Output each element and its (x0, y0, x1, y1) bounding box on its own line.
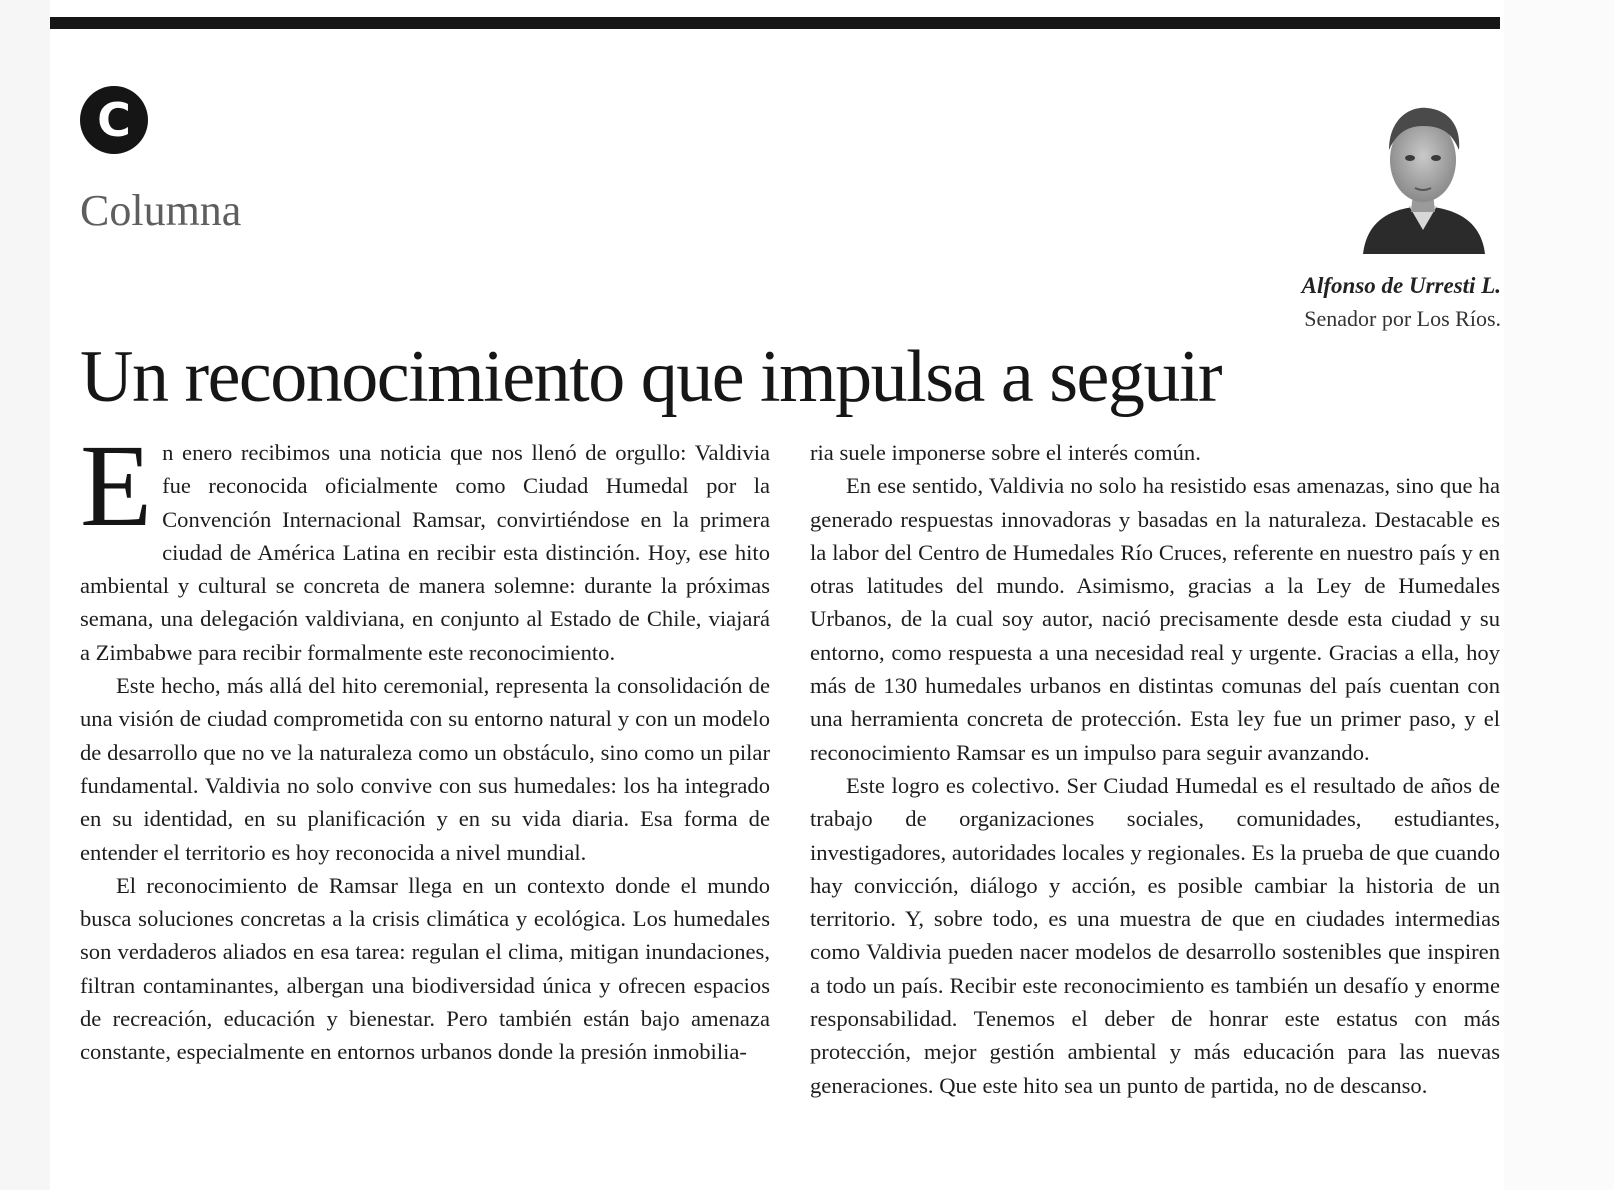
paragraph-text: n enero recibimos una noticia que nos llenó de orgullo: Valdivia fue reconocida oficialmente como Ciudad Humedal por la Convención Internacional Ramsar, convirtiéndose en la primera ciudad de América Latina en recibir esta distinción. Hoy, ese hito ambiental y cultural se concreta de manera solemne: durante la próximas semana, una delegación valdiviana, en conjunto al Estado de Chile, viajará a Zimbabwe para recibir formalmente este reconocimiento. (80, 440, 770, 665)
article-paragraph: El reconocimiento de Ramsar llega en un contexto donde el mundo busca soluciones concretas a la crisis climática y ecológica. Los humedales son verdaderos aliados en esa tarea: regulan el clima, mitigan inundaciones, filtran contaminantes, albergan una biodiversidad única y ofrecen espacios de recreación, educación y bienestar. Pero también están bajo amenaza constante, especialmente en entornos urbanos donde la presión inmobilia- (80, 872, 770, 1065)
article-paragraph (80, 420, 770, 669)
article-paragraph: En ese sentido, Valdivia no solo ha resistido esas amenazas, sino que ha generado respuestas innovadoras y basadas en la naturaleza. Destacable es la labor del Centro de Humedales Río Cruces, referente en nuestro país y en otras latitudes del mundo. Asimismo, gracias a la Ley de Humedales Urbanos, de la cual soy autor, nació precisamente desde esta ciudad y su entorno, como respuesta a una necesidad real y urgente. Gracias a ella, hoy más de 130 humedales urbanos en distintas comunas del país cuentan con una herramienta concreta de protección. Esta ley fue un primer paso, y el reconocimiento Ramsar es un impulso para seguir avanzando. (810, 473, 1500, 765)
author-role: Senador por Los Ríos. (1304, 306, 1501, 331)
top-rule (50, 17, 1500, 29)
drop-cap: E (80, 420, 153, 551)
page-right-margin (1504, 0, 1614, 1190)
article-paragraph: ria suele imponerse sobre el interés común. (810, 440, 1201, 465)
page-left-margin (0, 0, 50, 1190)
article-paragraph: Este logro es colectivo. Ser Ciudad Humedal es el resultado de años de trabajo de organizaciones sociales, comunidades, estudiantes, investigadores, autoridades locales y regionales. Es la prueba de que cuando hay convicción, diálogo y acción, es posible cambiar la historia de un territorio. Y, sobre todo, es una muestra de que en ciudades intermedias como Valdivia pueden nacer modelos de desarrollo sostenibles que inspiren a todo un país. Recibir este reconocimiento es también un desafío y enorme responsabilidad. Tenemos el deber de honrar este estatus con más protección, mejor gestión ambiental y más educación para las nuevas generaciones. Que este hito sea un punto de partida, no de descanso. (810, 772, 1500, 1098)
article-paragraph: Este hecho, más allá del hito ceremonial, representa la consolidación de una visión de ciudad comprometida con su entorno natural y con un modelo de desarrollo que no ve la naturaleza como un obstáculo, sino como un pilar fundamental. Valdivia no solo convive con sus humedales: los ha integrado en su identidad, en su planificación y en su vida diaria. Esa forma de entender el territorio es hoy reconocida a nivel mundial. (80, 673, 770, 865)
author-name: Alfonso de Urresti L. (1301, 273, 1501, 298)
section-label: Columna (80, 186, 242, 235)
author-photo (1353, 92, 1493, 254)
article-column-left (80, 420, 770, 1069)
section-badge: C (80, 86, 148, 154)
headline: Un reconocimiento que impulsa a seguir (80, 336, 1222, 418)
article-column-right (810, 436, 1500, 1102)
